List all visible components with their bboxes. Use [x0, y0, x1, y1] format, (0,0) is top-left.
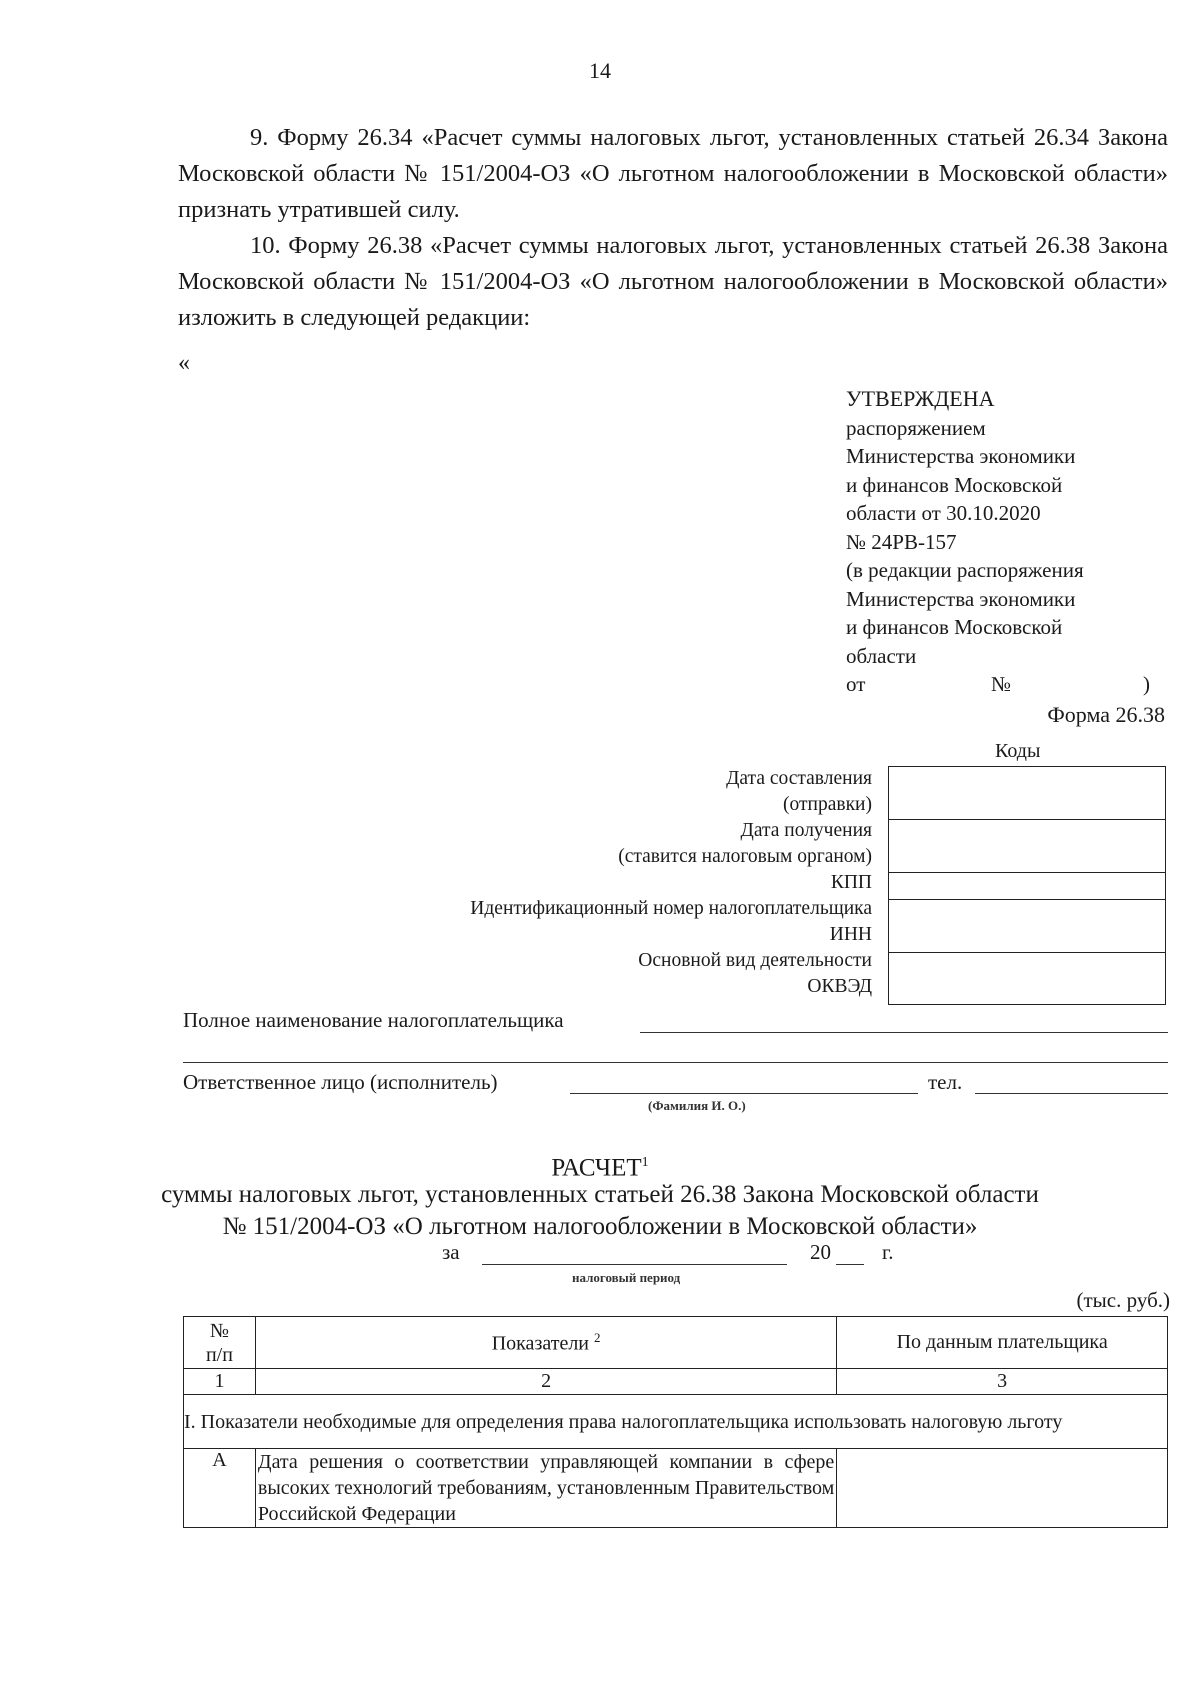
fio-hint: (Фамилия И. О.) — [648, 1098, 746, 1113]
approval-close-paren: ) — [1143, 672, 1150, 696]
col-number: 3 — [837, 1369, 1168, 1395]
row-a-num: А — [184, 1449, 256, 1528]
table-header-row — [184, 1317, 1168, 1369]
calc-title-main: РАСЧЕТ — [551, 1154, 642, 1182]
full-name-line[interactable] — [640, 1032, 1168, 1033]
code-field-inn[interactable] — [889, 900, 1165, 953]
footnote-ref-1: 1 — [641, 1155, 649, 1170]
full-name-line-2[interactable] — [183, 1062, 1168, 1063]
approval-line: Министерства экономики — [846, 586, 1076, 611]
header-num-sign: № — [209, 1319, 229, 1342]
footnote-ref-2: 2 — [594, 1329, 601, 1345]
page-number: 14 — [589, 58, 611, 83]
code-label: ИНН — [829, 924, 872, 945]
table-row — [184, 1449, 1168, 1528]
section-1-heading: I. Показатели необходимые для определения права налогоплательщика использовать налоговую льготу — [184, 1395, 1168, 1449]
header-indicators — [255, 1317, 836, 1369]
approval-line: и финансов Московской — [846, 472, 1063, 497]
code-label: Основной вид деятельности — [638, 950, 872, 971]
table-row — [184, 1369, 1168, 1395]
code-field-date-compiled[interactable] — [889, 767, 1165, 820]
header-indicators-text: Показатели — [491, 1332, 589, 1355]
header-num-pp: п/п — [205, 1343, 233, 1366]
code-label: Дата составления — [726, 768, 872, 789]
period-za: за — [442, 1240, 460, 1264]
code-label: Дата получения — [740, 820, 872, 841]
approval-block — [846, 385, 1176, 698]
approval-number-sign: № — [991, 672, 1012, 696]
code-label: ОКВЭД — [807, 976, 872, 997]
approval-head: УТВЕРЖДЕНА — [846, 386, 995, 411]
approval-line: Министерства экономики — [846, 444, 1076, 468]
year-suffix: г. — [882, 1240, 894, 1264]
approval-line: области — [846, 643, 917, 668]
codes-label: Коды — [995, 740, 1041, 762]
approval-ot: от — [846, 672, 866, 696]
units-label: (тыс. руб.) — [1076, 1288, 1170, 1312]
code-label: КПП — [830, 872, 872, 893]
paragraph-9: 9. Форму 26.34 «Расчет суммы налоговых льгот, установленных статьей 26.34 Закона Московской области № 151/2004-ОЗ «О льготном налогообложении в Московской области» признать утратившей силу. — [178, 124, 1168, 223]
tel-line[interactable] — [975, 1093, 1168, 1094]
codes-box — [888, 766, 1166, 1005]
tel-label: тел. — [928, 1070, 963, 1094]
approval-line: (в редакции распоряжения — [846, 558, 1084, 582]
calc-table — [183, 1316, 1168, 1528]
full-name-label: Полное наименование налогоплательщика — [183, 1008, 564, 1032]
col-number: 2 — [255, 1369, 836, 1395]
table-row — [184, 1395, 1168, 1449]
code-field-kpp[interactable] — [889, 873, 1165, 900]
responsible-line[interactable] — [570, 1093, 918, 1094]
period-hint: налоговый период — [572, 1270, 681, 1285]
code-labels — [380, 766, 872, 1000]
approval-line: № 24РВ-157 — [846, 529, 957, 554]
period-line[interactable] — [482, 1264, 787, 1265]
header-payer: По данным плательщика — [837, 1317, 1168, 1369]
row-a-text: Дата решения о соответствии управляющей компании в сфере высоких технологий требованиям, установленным Правительством Российской Федерации — [255, 1449, 836, 1528]
approval-line: распоряжением — [846, 415, 986, 440]
col-number: 1 — [184, 1369, 256, 1395]
code-label: (ставится налоговым органом) — [618, 846, 872, 867]
year-prefix: 20 — [810, 1240, 831, 1264]
approval-line: и финансов Московской — [846, 615, 1063, 639]
approval-date-row — [846, 670, 1176, 698]
paragraph-10: 10. Форму 26.38 «Расчет суммы налоговых льгот, установленных статьей 26.38 Закона Московской области № 151/2004-ОЗ «О льготном налогообложении в Московской области» изложить в следующей редакции: — [178, 232, 1168, 331]
code-label: Идентификационный номер налогоплательщика — [470, 898, 872, 919]
code-field-date-received[interactable] — [889, 820, 1165, 873]
calc-title-line1: суммы налоговых льгот, установленных статьей 26.38 Закона Московской области — [161, 1181, 1039, 1208]
open-quote: « — [178, 350, 190, 376]
header-num — [184, 1317, 256, 1369]
form-number: Форма 26.38 — [1047, 702, 1165, 727]
row-a-value[interactable] — [837, 1449, 1168, 1528]
code-label: (отправки) — [783, 794, 872, 815]
calc-title-line2: № 151/2004-ОЗ «О льготном налогообложении в Московской области» — [222, 1213, 978, 1240]
responsible-label: Ответственное лицо (исполнитель) — [183, 1070, 498, 1094]
code-field-okved[interactable] — [889, 953, 1165, 1004]
approval-line: области от 30.10.2020 — [846, 501, 1041, 525]
year-line[interactable] — [836, 1264, 864, 1265]
